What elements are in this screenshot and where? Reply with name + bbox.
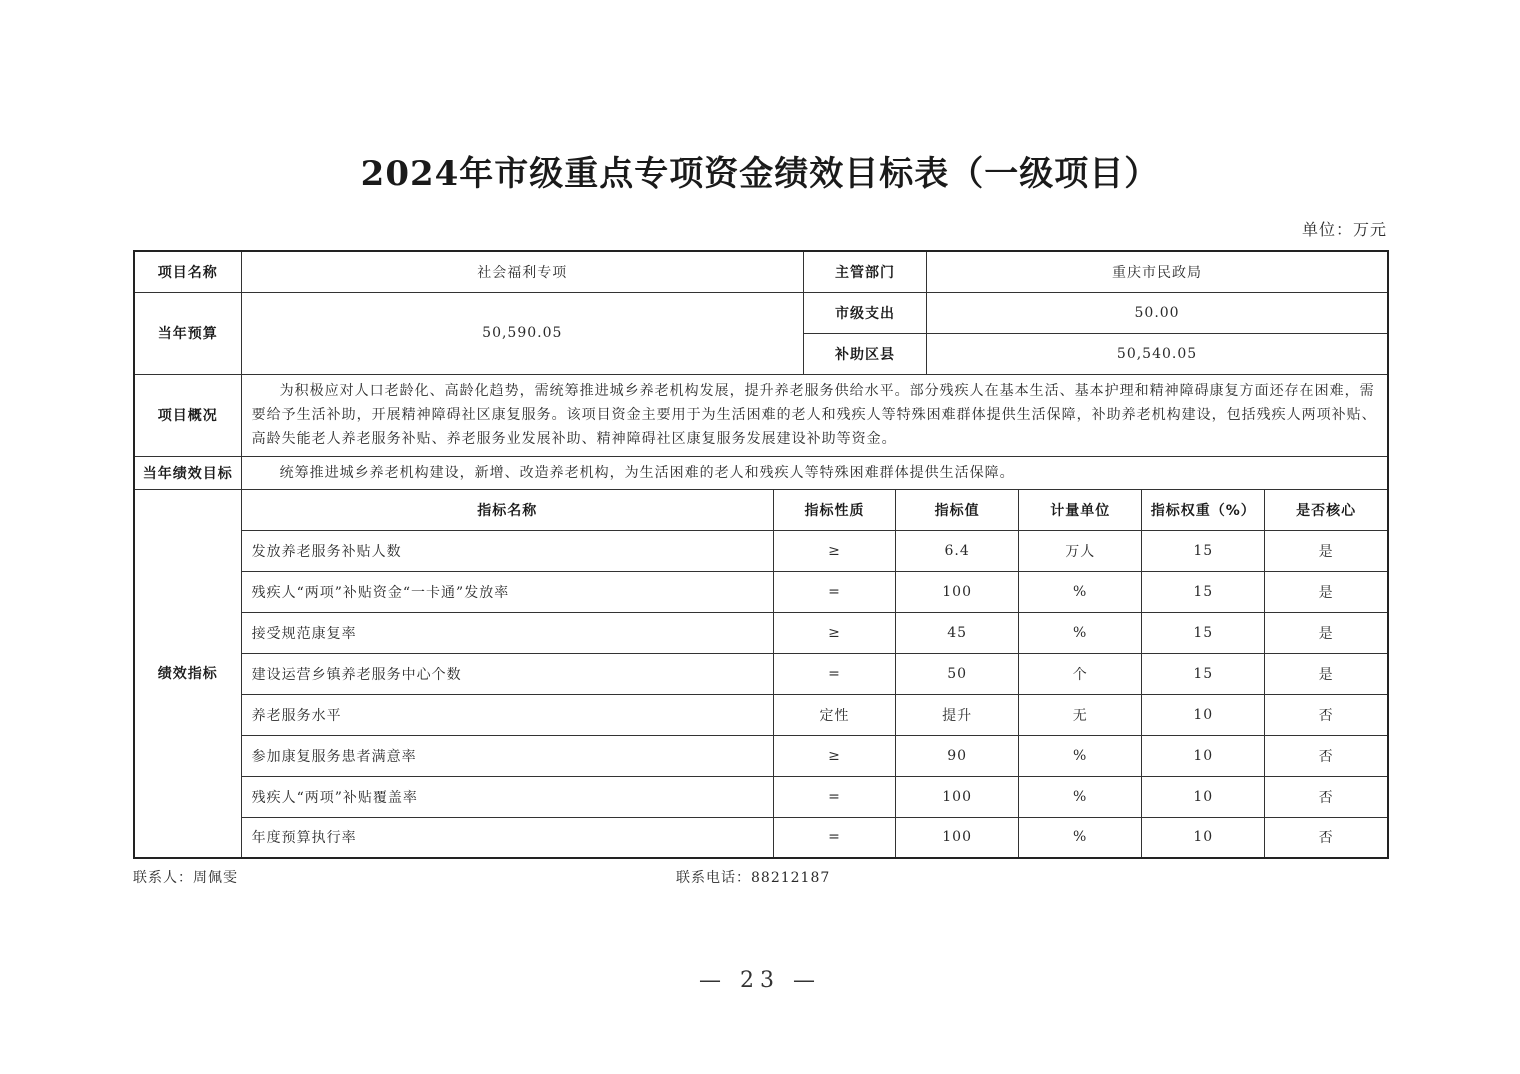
table-row [134, 612, 1388, 653]
indicator-unit: % [1019, 735, 1142, 776]
indicator-unit: % [1019, 776, 1142, 817]
table-row [134, 735, 1388, 776]
indicator-name: 接受规范康复率 [241, 612, 773, 653]
indicator-unit: 个 [1019, 653, 1142, 694]
indicator-nature: ≥ [774, 612, 896, 653]
indicator-nature: ≥ [774, 735, 896, 776]
indicator-core: 否 [1265, 817, 1388, 858]
contact-phone: 联系电话：88212187 [676, 870, 831, 886]
indicator-core: 否 [1265, 776, 1388, 817]
indicator-value: 50 [896, 653, 1019, 694]
header-indicator-name: 指标名称 [241, 489, 773, 530]
header-weight: 指标权重（%） [1142, 489, 1265, 530]
indicator-name: 建设运营乡镇养老服务中心个数 [241, 653, 773, 694]
indicator-core: 是 [1265, 530, 1388, 571]
table-row [134, 817, 1388, 858]
indicators-label: 绩效指标 [134, 489, 241, 858]
indicator-unit: % [1019, 817, 1142, 858]
goal-text: 统筹推进城乡养老机构建设，新增、改造养老机构，为生活困难的老人和残疾人等特殊困难群体提供生活保障。 [241, 456, 1388, 489]
indicator-nature: 定性 [774, 694, 896, 735]
table-row [134, 571, 1388, 612]
city-exp-value: 50.00 [927, 292, 1388, 333]
indicator-unit: 无 [1019, 694, 1142, 735]
project-name-label: 项目名称 [134, 251, 241, 292]
budget-value: 50,590.05 [241, 292, 803, 374]
indicator-nature: ≥ [774, 530, 896, 571]
page-title: 2024年市级重点专项资金绩效目标表（一级项目） [360, 154, 1160, 194]
unit-label: 单位：万元 [1301, 220, 1387, 239]
indicator-core: 是 [1265, 571, 1388, 612]
indicator-name: 残疾人“两项”补贴资金“一卡通”发放率 [241, 571, 773, 612]
performance-table [133, 250, 1389, 859]
indicator-name: 发放养老服务补贴人数 [241, 530, 773, 571]
indicator-value: 100 [896, 776, 1019, 817]
project-name-value: 社会福利专项 [241, 251, 803, 292]
budget-label: 当年预算 [134, 292, 241, 374]
dept-label: 主管部门 [804, 251, 927, 292]
indicator-core: 否 [1265, 694, 1388, 735]
dept-value: 重庆市民政局 [927, 251, 1388, 292]
table-row [134, 694, 1388, 735]
indicator-name: 参加康复服务患者满意率 [241, 735, 773, 776]
header-core: 是否核心 [1265, 489, 1388, 530]
overview-label: 项目概况 [134, 374, 241, 456]
indicator-core: 是 [1265, 653, 1388, 694]
indicator-weight: 15 [1142, 612, 1265, 653]
indicator-name: 养老服务水平 [241, 694, 773, 735]
indicator-value: 100 [896, 817, 1019, 858]
page-number: — 23 — [699, 968, 821, 993]
indicator-value: 6.4 [896, 530, 1019, 571]
indicator-core: 否 [1265, 735, 1388, 776]
indicator-weight: 10 [1142, 694, 1265, 735]
indicator-weight: 15 [1142, 571, 1265, 612]
indicator-unit: 万人 [1019, 530, 1142, 571]
contact-person: 联系人：周佩雯 [133, 870, 238, 886]
table-row [134, 653, 1388, 694]
indicator-nature: = [774, 776, 896, 817]
indicator-unit: % [1019, 571, 1142, 612]
indicator-name: 残疾人“两项”补贴覆盖率 [241, 776, 773, 817]
indicator-name: 年度预算执行率 [241, 817, 773, 858]
indicator-core: 是 [1265, 612, 1388, 653]
city-exp-label: 市级支出 [804, 292, 927, 333]
indicator-weight: 10 [1142, 735, 1265, 776]
subsidy-value: 50,540.05 [927, 333, 1388, 374]
indicator-value: 提升 [896, 694, 1019, 735]
indicator-weight: 15 [1142, 653, 1265, 694]
indicator-value: 90 [896, 735, 1019, 776]
overview-text: 为积极应对人口老龄化、高龄化趋势，需统筹推进城乡养老机构发展，提升养老服务供给水平。部分残疾人在基本生活、基本护理和精神障碍康复方面还存在困难，需要给予生活补助，开展精神障碍社区康复服务。该项目资金主要用于为生活困难的老人和残疾人等特殊困难群体提供生活保障，补助养老机构建设，包括残疾人两项补贴、高龄失能老人养老服务补贴、养老服务业发展补助、精神障碍社区康复服务发展建设补助等资金。 [241, 374, 1388, 456]
header-value: 指标值 [896, 489, 1019, 530]
table-row [134, 776, 1388, 817]
subsidy-label: 补助区县 [804, 333, 927, 374]
indicator-nature: = [774, 571, 896, 612]
header-nature: 指标性质 [774, 489, 896, 530]
indicator-weight: 15 [1142, 530, 1265, 571]
indicator-nature: = [774, 817, 896, 858]
indicator-weight: 10 [1142, 817, 1265, 858]
indicator-unit: % [1019, 612, 1142, 653]
indicator-value: 45 [896, 612, 1019, 653]
indicator-value: 100 [896, 571, 1019, 612]
goal-label: 当年绩效目标 [134, 456, 241, 489]
indicator-weight: 10 [1142, 776, 1265, 817]
header-unit: 计量单位 [1019, 489, 1142, 530]
table-row [134, 530, 1388, 571]
indicator-nature: = [774, 653, 896, 694]
